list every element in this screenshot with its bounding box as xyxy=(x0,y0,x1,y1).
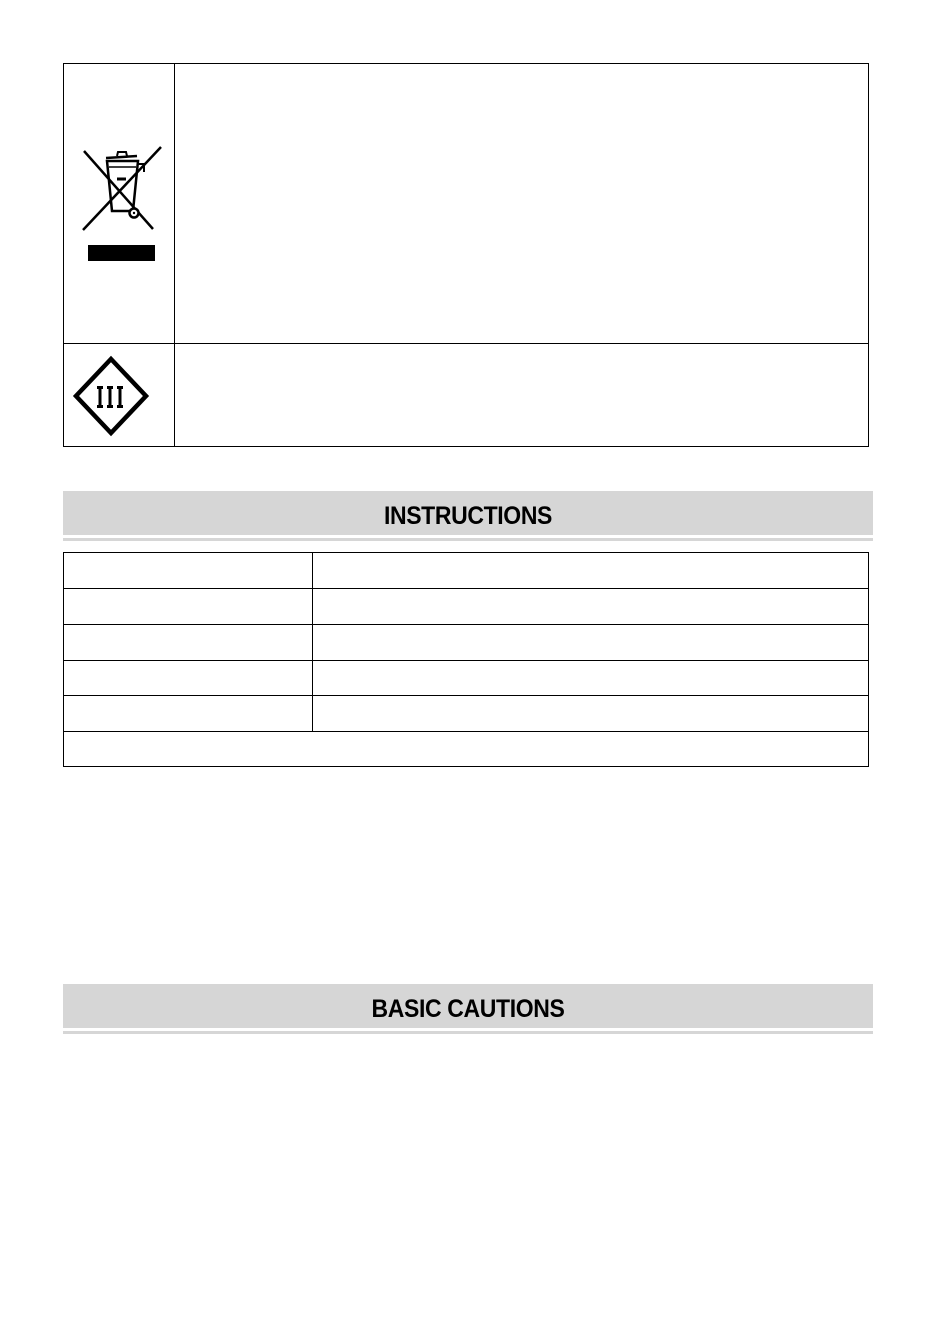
instructions-heading: INSTRUCTIONS xyxy=(383,502,553,530)
table-row xyxy=(64,660,868,696)
table-cell-value xyxy=(313,625,868,660)
instructions-section-header xyxy=(63,491,873,535)
table-cell-label xyxy=(64,553,313,588)
table-cell-value xyxy=(313,660,868,695)
cautions-heading: BASIC CAUTIONS xyxy=(371,995,565,1023)
cautions-section-header xyxy=(63,984,873,1028)
symbol-description xyxy=(176,64,868,343)
table-cell-label xyxy=(64,696,313,731)
class-iii-appliance-icon xyxy=(64,343,175,447)
table-row xyxy=(64,553,868,589)
table-cell-value xyxy=(313,553,868,588)
symbol-cell xyxy=(64,64,175,343)
table-cell-value xyxy=(313,696,868,731)
table-row xyxy=(64,625,868,661)
table-cell-value xyxy=(313,589,868,624)
symbol-description xyxy=(176,343,868,446)
symbol-row-class-iii xyxy=(64,343,868,446)
instructions-table xyxy=(63,552,869,767)
table-cell-label xyxy=(64,660,313,695)
section-divider xyxy=(63,538,873,541)
symbol-table xyxy=(63,63,869,447)
table-cell-label xyxy=(64,589,313,624)
table-row xyxy=(64,696,868,732)
table-row xyxy=(64,589,868,625)
symbol-cell xyxy=(64,343,175,446)
crossed-out-wheelie-bin-icon xyxy=(64,64,175,343)
table-cell-label xyxy=(64,625,313,660)
section-divider xyxy=(63,1031,873,1034)
symbol-row-weee xyxy=(64,64,868,344)
table-footer-row xyxy=(64,732,868,766)
